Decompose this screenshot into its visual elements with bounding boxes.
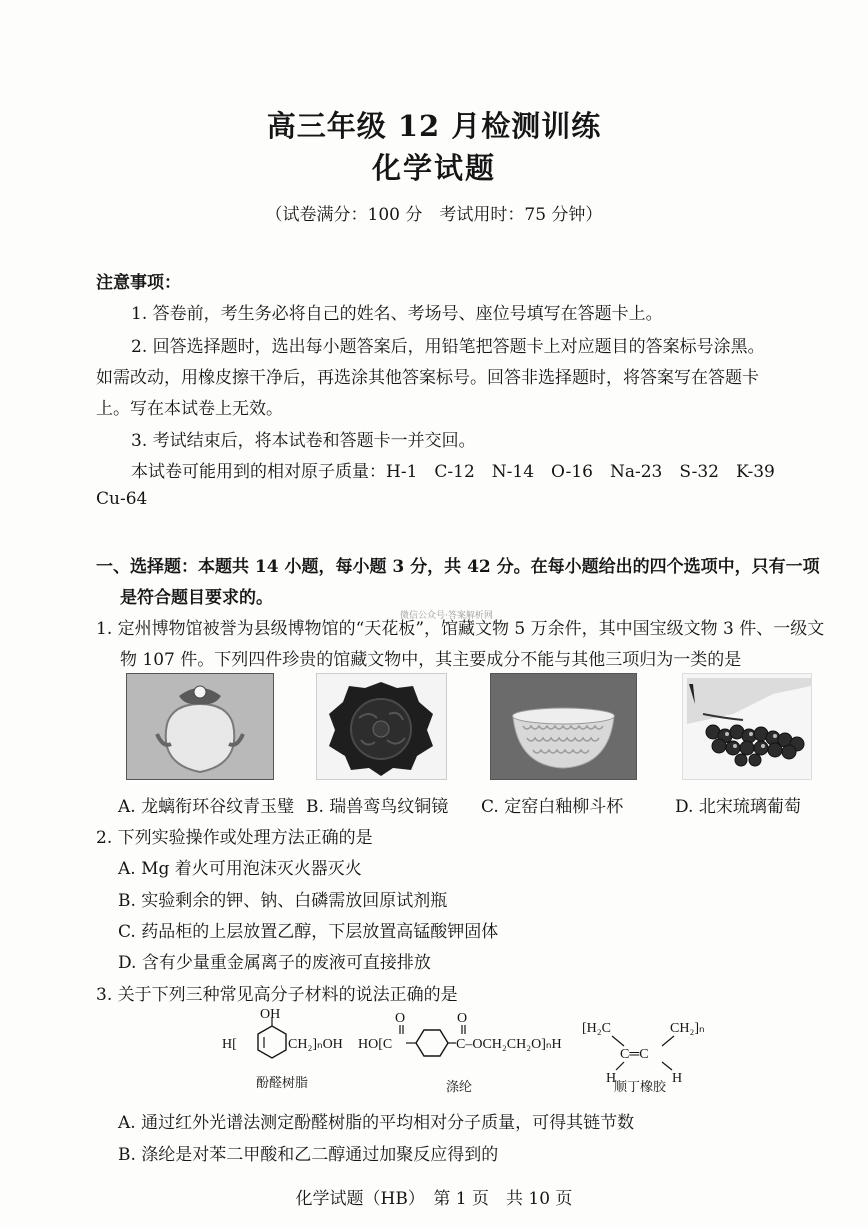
section-heading: 是符合题目要求的。 xyxy=(120,588,273,608)
formula-text: CH₂]ₙOH xyxy=(288,1037,343,1052)
white-glaze-cup-photo xyxy=(490,673,637,780)
notice-line: 2. 回答选择题时，选出每小题答案后，用铅笔把答题卡上对应题目的答案标号涂黑。 xyxy=(131,337,765,357)
notice-line: 3. 考试结束后，将本试卷和答题卡一并交回。 xyxy=(131,431,476,451)
page-title: 高三年级 12 月检测训练 xyxy=(266,109,602,143)
question-2-option-c: C. 药品柜的上层放置乙醇，下层放置高锰酸钾固体 xyxy=(118,922,499,942)
formula-text: OH xyxy=(260,1008,281,1022)
question-2-option-b: B. 实验剩余的钾、钠、白磷需放回原试剂瓶 xyxy=(118,891,448,911)
question-1-stem: 物 107 件。下列四件珍贵的馆藏文物中，其主要成分不能与其他三项归为一类的是 xyxy=(120,650,742,670)
formula-text: HO[C xyxy=(358,1037,393,1052)
pet-structure xyxy=(358,1011,562,1056)
question-2-stem: 2. 下列实验操作或处理方法正确的是 xyxy=(96,828,373,848)
formula-text: H xyxy=(606,1071,617,1086)
structure-label: 酚醛树脂 xyxy=(256,1076,309,1091)
watermark: 微信公众号·答案解析网 xyxy=(400,611,493,621)
question-2-option-a: A. Mg 着火可用泡沫灭火器灭火 xyxy=(118,859,362,879)
question-1-option-a: A. 龙螭衔环谷纹青玉璧 xyxy=(118,797,295,817)
structure-label: 涤纶 xyxy=(446,1080,473,1095)
formula-text: H xyxy=(672,1071,683,1086)
subject-title: 化学试题 xyxy=(371,151,496,185)
notice-line: 上。写在本试卷上无效。 xyxy=(96,399,283,419)
question-1-stem: 1. 定州博物馆被誉为县级博物馆的“天花板”，馆藏文物 5 万余件，其中国宝级文物 3 件、一级文 xyxy=(96,619,825,639)
glass-grapes-photo xyxy=(682,673,812,780)
formula-text: C–OCH₂CH₂O]ₙH xyxy=(456,1037,562,1052)
notice-line: 1. 答卷前，考生务必将自己的姓名、考场号、座位号填写在答题卡上。 xyxy=(131,304,663,324)
structure-label: 顺丁橡胶 xyxy=(614,1080,667,1095)
page-footer: 化学试题（HB） 第 1 页 共 10 页 xyxy=(295,1189,573,1209)
formula-text: H[ xyxy=(222,1037,237,1052)
bronze-mirror-photo xyxy=(316,673,447,780)
formula-text: [H₂C xyxy=(582,1021,611,1036)
exam-meta: （试卷满分：100 分 考试用时：75 分钟） xyxy=(265,205,603,225)
question-1-option-c: C. 定窑白釉柳斗杯 xyxy=(481,797,624,817)
jade-bi-disc-photo xyxy=(126,673,274,780)
question-2-option-d: D. 含有少量重金属离子的废液可直接排放 xyxy=(118,953,431,973)
polymer-structures xyxy=(220,1008,840,1096)
question-1-option-b: B. 瑞兽鸾鸟纹铜镜 xyxy=(306,797,449,817)
notice-line: 如需改动，用橡皮擦干净后，再选涂其他答案标号。回答非选择题时，将答案写在答题卡 xyxy=(96,368,759,388)
question-3-option-b: B. 涤纶是对苯二甲酸和乙二醇通过加聚反应得到的 xyxy=(118,1145,499,1165)
question-3-option-a: A. 通过红外光谱法测定酚醛树脂的平均相对分子质量，可得其链节数 xyxy=(118,1113,635,1133)
formula-text: O xyxy=(395,1011,406,1026)
question-1-option-d: D. 北宋琉璃葡萄 xyxy=(675,797,801,817)
atomic-mass-line: 本试卷可能用到的相对原子质量：H-1 C-12 N-14 O-16 Na-23 S-32 K-39 xyxy=(131,462,775,482)
formula-text: CH₂]ₙ xyxy=(670,1021,705,1036)
question-3-stem: 3. 关于下列三种常见高分子材料的说法正确的是 xyxy=(96,985,458,1005)
section-heading: 一、选择题：本题共 14 小题，每小题 3 分，共 42 分。在每小题给出的四个选项中，只有一项 xyxy=(96,557,820,577)
formula-text: C═C xyxy=(620,1047,649,1062)
formula-text: O xyxy=(457,1011,468,1026)
atomic-mass-line: Cu-64 xyxy=(96,489,148,509)
phenol-formaldehyde-structure xyxy=(222,1008,343,1058)
notice-heading: 注意事项： xyxy=(96,273,181,293)
